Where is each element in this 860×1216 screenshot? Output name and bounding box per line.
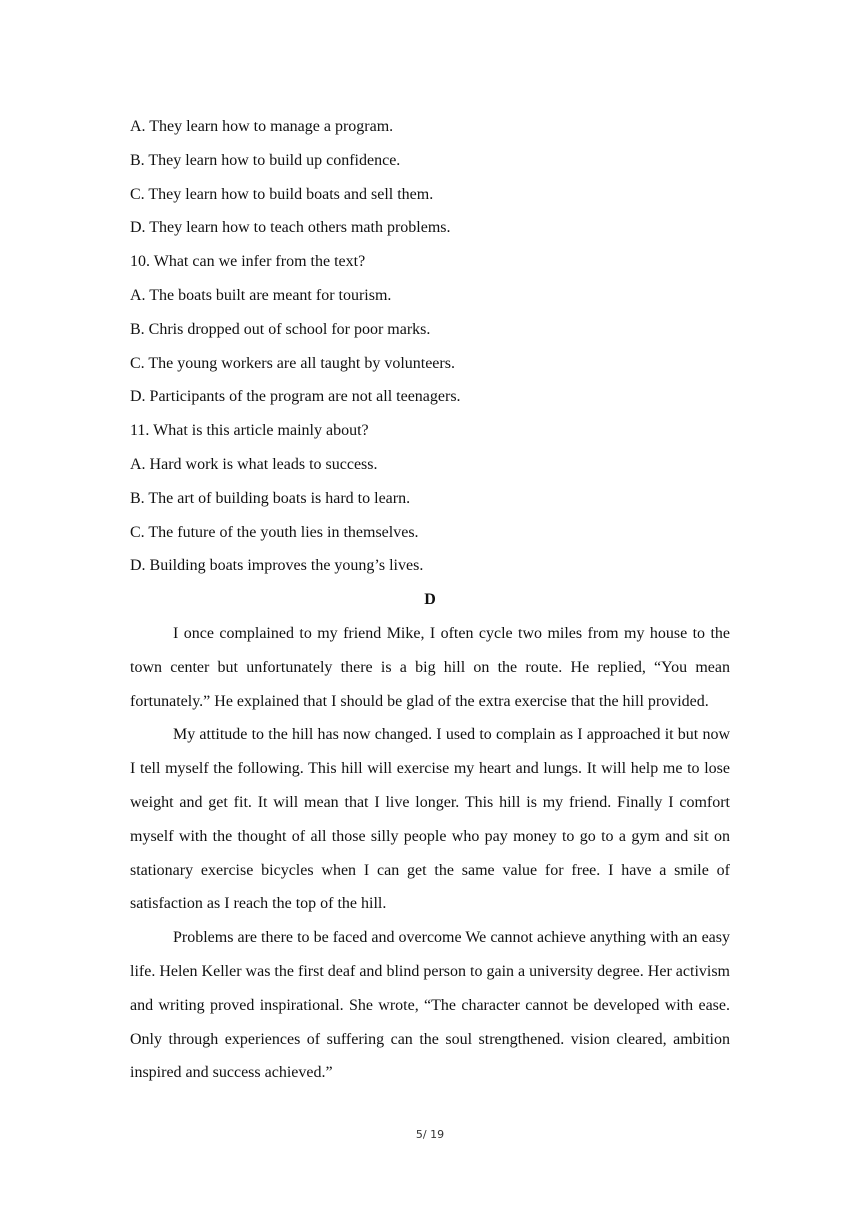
q11-question: 11. What is this article mainly about? bbox=[130, 422, 369, 440]
q10-question: 10. What can we infer from the text? bbox=[130, 253, 366, 271]
section-d-paragraph-3: Problems are there to be faced and overcome We cannot achieve anything with an easy life. Helen Keller was the first deaf and blind person to gain a university degree. Her activism and writing proved inspirational. She wrote, “The character cannot be developed with ease. Only through experiences of suffering can the soul strengthened. vision cleared, ambition inspired and success achieved.” bbox=[130, 929, 730, 1082]
q10-option-a: A. The boats built are meant for tourism. bbox=[130, 286, 392, 304]
q10-option-b: B. Chris dropped out of school for poor marks. bbox=[130, 320, 431, 338]
q11-option-d: D. Building boats improves the young’s lives. bbox=[130, 557, 424, 575]
page-content bbox=[130, 110, 730, 1090]
section-d-title: D bbox=[424, 591, 436, 609]
page-number: 5/ 19 bbox=[415, 1128, 445, 1141]
q9-option-d: D. They learn how to teach others math problems. bbox=[130, 219, 451, 237]
q11-option-a: A. Hard work is what leads to success. bbox=[130, 455, 378, 473]
q10-option-d: D. Participants of the program are not all teenagers. bbox=[130, 388, 461, 406]
section-d-paragraph-1: I once complained to my friend Mike, I often cycle two miles from my house to the town center but unfortunately there is a big hill on the route. He replied, “You mean fortunately.” He explained that I should be glad of the extra exercise that the hill provided. bbox=[130, 624, 730, 710]
q9-option-c: C. They learn how to build boats and sell them. bbox=[130, 185, 434, 203]
q11-option-c: C. The future of the youth lies in themselves. bbox=[130, 523, 419, 541]
q9-option-a: A. They learn how to manage a program. bbox=[130, 118, 394, 135]
q9-option-b: B. They learn how to build up confidence. bbox=[130, 151, 401, 169]
q11-option-b: B. The art of building boats is hard to learn. bbox=[130, 489, 411, 507]
q10-option-c: C. The young workers are all taught by volunteers. bbox=[130, 354, 455, 372]
section-d-paragraph-2: My attitude to the hill has now changed. I used to complain as I approached it but now I tell myself the following. This hill will exercise my heart and lungs. It will help me to lose weight and get fit. It will mean that I live longer. This hill is my friend. Finally I comfort myself with the thought of all those silly people who pay money to go to a gym and sit on stationary exercise bicycles when I can get the same value for free. I have a smile of satisfaction as I reach the top of the hill. bbox=[130, 726, 730, 913]
